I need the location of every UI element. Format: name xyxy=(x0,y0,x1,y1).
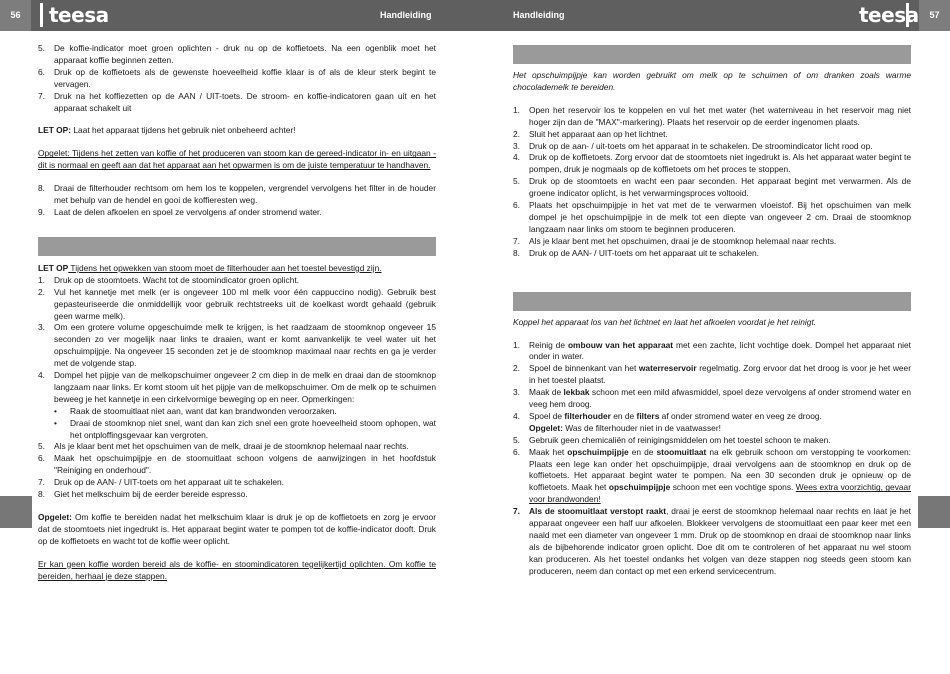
list-item: 3. Maak de lekbak schoon met een mild afwasmiddel, spoel deze vervolgens af onder stromend water en veeg hem droog. xyxy=(513,387,911,410)
list-item: 7. Als de stoomuitlaat verstopt raakt, draai je eerst de stoomknop helemaal naar rechts en laat je het apparaat ongeveer een half uur afkoelen. Blokkeer vervolgens de stoomuitlaat een paar keer met een naald met een diameter van ongeveer 1 mm. Druk op de stoomknop en draai de stoomknop naar links als de bijbehorende indicator groen oplicht. Doe dit om te controleren of het apparaat nu wel stoom kan produceren. Als het toestel ondanks het volgen van deze stappen nog steeds geen stoom kan produceren, neem dan contact op met een erkend servicecentrum. xyxy=(513,506,912,576)
list-item: 3. Om een grotere volume opgeschuimde melk te krijgen, is het raadzaam de stoomknop ongeveer 15 seconden zo ver mogelijk naar links te draaien, want er komt aanvankelijk te veel water uit het opschuimpijpje. Na ongeveer 15 seconden zet je de stoomknop maximaal naar rechts en ga je verder met de volgende stap. xyxy=(38,322,436,369)
list-item: 4. Druk op de koffietoets. Zorg ervoor dat de stoomtoets niet ingedrukt is. Als het apparaat water begint te pompen, druk je nogmaals op de koffietoets om het proces te stoppen. xyxy=(513,152,911,175)
left-header-title: Handleiding xyxy=(380,10,432,20)
list-item: 5. Druk op de stoomtoets en wacht een paar seconden. Het apparaat begint met verwarmen. Als de groene indicator oplicht, is het verwarmingsproces voltooid. xyxy=(513,176,911,199)
bottom-note: Opgelet: Om koffie te bereiden nadat het melkschuim klaar is druk je op de koffietoets en zorg je ervoor dat de stoomtoets niet ingedrukt is. Het apparaat begint water te pompen tot de koffie-indicator dooft. Druk op de koffietoets en wacht tot de koffie weer oplicht. xyxy=(38,512,436,546)
list-item: 5. Gebruik geen chemicaliën of reinigingsmiddelen om het toestel schoon te maken. xyxy=(513,434,831,445)
bullet-item: • Draai de stoomknop niet snel, want dan kan zich snel een grote hoeveelheid stoom ophopen, wat het ontploffingsgevaar kan vergroten. xyxy=(54,417,436,440)
warning: LET OP: Laat het apparaat tijdens het gebruik niet onbeheerd achter! xyxy=(38,125,296,136)
section-heading-bar xyxy=(513,292,911,311)
list-item: 8. Druk op de AAN- / UIT-toets om het apparaat uit te schakelen. xyxy=(513,247,759,258)
list-item: 2. Spoel de binnenkant van het waterreservoir regelmatig. Zorg ervoor dat het droog is voor je het weer in het toestel plaatst. xyxy=(513,363,912,386)
list-item: 6. Druk op de koffietoets als de gewenste hoeveelheid koffie klaar is of als de kleur sterk begint te vervagen. xyxy=(38,66,436,89)
logo-divider xyxy=(40,3,43,27)
list-item: 3. Druk op de aan- / uit-toets om het apparaat in te schakelen. De stroomindicator licht rood op. xyxy=(513,140,873,151)
note: Opgelet: Tijdens het zetten van koffie of het produceren van stoom kan de gereed-indicator in- en uitgaan - dit is normaal en geeft aan dat het apparaat aan het opwarmen is om de juiste temperatuur te handhaven. xyxy=(38,148,436,171)
section-heading-bar xyxy=(38,237,436,256)
list-item: 7. Druk op de AAN- / UIT-toets om het apparaat uit te schakelen. xyxy=(38,477,284,488)
list-item: 6. Maak het opschuimpijpje en de stoomuitlaat na elk gebruik schoon om verstopping te voorkomen: Plaats een lege kan onder het opschuimpijpje, draai vervolgens aan de stoomknop en druk op de koffietoets. Het apparaat begint water te pompen. Na een 30 seconden druk je opnieuw op de koffietoets. Maak het opschuimpijpje schoon met een vochtige spons. Wees extra voorzichtig, gevaar voor brandwonden! xyxy=(513,446,911,505)
list-item: 6. Maak het opschuimpijpje en de stoomuitlaat schoon volgens de aanwijzingen in het hoofdstuk "Reiniging en onderhoud". xyxy=(38,453,436,476)
right-header-title: Handleiding xyxy=(513,10,565,20)
list-item: 1. Open het reservoir los te koppelen en vul het met water (het waterniveau in het reservoir mag niet hoger zijn dan de "MAX"-markering). Plaats het reservoir op de eerder ingenomen plaats. xyxy=(513,104,911,127)
list-item: 1. Druk op de stoomtoets. Wacht tot de stoomindicator groen oplicht. xyxy=(38,274,300,285)
list-item: 8. Giet het melkschuim bij de eerder bereide espresso. xyxy=(38,489,248,500)
list-item: 2. Vul het kannetje met melk (er is ongeveer 100 ml melk voor één cappuccino nodig). Gebruik best gepasteuriseerde die onmiddellijk voor gebruik rechtstreeks uit de koelkast wordt gehaald (gebruik geen warme melk). xyxy=(38,286,436,321)
froth-intro: Het opschuimpijpje kan worden gebruikt om melk op te schuimen of om dranken zoals warme chocolademelk te bereiden. xyxy=(513,70,911,92)
list-item: 7. Druk na het koffiezetten op de AAN / UIT-toets. De stroom- en koffie-indicatoren gaan uit en het apparaat schakelt uit xyxy=(38,90,436,113)
list-item: 6. Plaats het opschuimpijpje in het vat met de te verwarmen vloeistof. Bij het opschuimen van melk dompel je het opschuimpijpje in de melk tot een diepte van ongeveer 2 cm. Draai de stoomknop langzaam naar links om stoom te beginnen produceren. xyxy=(513,200,911,234)
list-item: 9. Laat de delen afkoelen en spoel ze vervolgens af onder stromend water. xyxy=(38,206,322,217)
brand-logo: teesa xyxy=(859,3,919,27)
left-page-number: 56 xyxy=(0,0,31,31)
left-column xyxy=(38,43,436,583)
list-item: 2. Sluit het apparaat aan op het lichtnet. xyxy=(513,128,668,139)
right-page-number: 57 xyxy=(919,0,950,31)
bullet-item: • Raak de stoomuitlaat niet aan, want dat kan brandwonden veroorzaken. xyxy=(54,405,337,416)
final-note: Er kan geen koffie worden bereid als de koffie- en stoomindicatoren tegelijkertijd oplichten. Om koffie te bereiden, herhaal je deze stappen. xyxy=(38,558,436,581)
right-column xyxy=(513,43,911,578)
list-item: 5. Als je klaar bent met het opschuimen van de melk, draai je de stoomknop helemaal naar rechts. xyxy=(38,441,409,452)
list-item: 5. De koffie-indicator moet groen oplichten - druk nu op de koffietoets. Na een ogenblik moet het apparaat koffie beginnen zetten. xyxy=(38,43,436,65)
side-tab xyxy=(918,496,950,528)
list-item: 7. Als je klaar bent met het opschuimen, draai je de stoomknop helemaal naar rechts. xyxy=(513,235,837,246)
brand-logo: teesa xyxy=(49,3,109,27)
list-item: 8. Draai de filterhouder rechtsom om hem los te koppelen, vergrendel vervolgens het filter in de houder met behulp van de hendel en gooi de koffieresten weg. xyxy=(38,183,436,206)
list-item: 4. Spoel de filterhouder en de filters af onder stromend water en veeg ze droog. Opgelet: Was de filterhouder niet in de vaatwasser! xyxy=(513,410,822,433)
side-tab xyxy=(0,496,32,528)
list-item: 4. Dompel het pijpje van de melkopschuimer ongeveer 2 cm diep in de melk en draai dan de stoomknop langzaam naar links. Er komt stoom uit het pijpje van de melkopschuimer. Om de melk op te schuimen beweeg je het kannetje in een cirkelvormige beweging op en neer. Opmerkingen: xyxy=(38,370,436,404)
steps-list xyxy=(38,43,436,114)
section-heading-bar xyxy=(513,45,911,64)
steam-warning: LET OP Tijdens het opwekken van stoom moet de filterhouder aan het toestel bevestigd zijn. xyxy=(38,262,382,273)
clean-intro: Koppel het apparaat los van het lichtnet en laat het afkoelen voordat je het reinigt. xyxy=(513,316,817,327)
list-item: 1. Reinig de ombouw van het apparaat met een zachte, licht vochtige doek. Dompel het apparaat niet onder in water. xyxy=(513,339,911,362)
